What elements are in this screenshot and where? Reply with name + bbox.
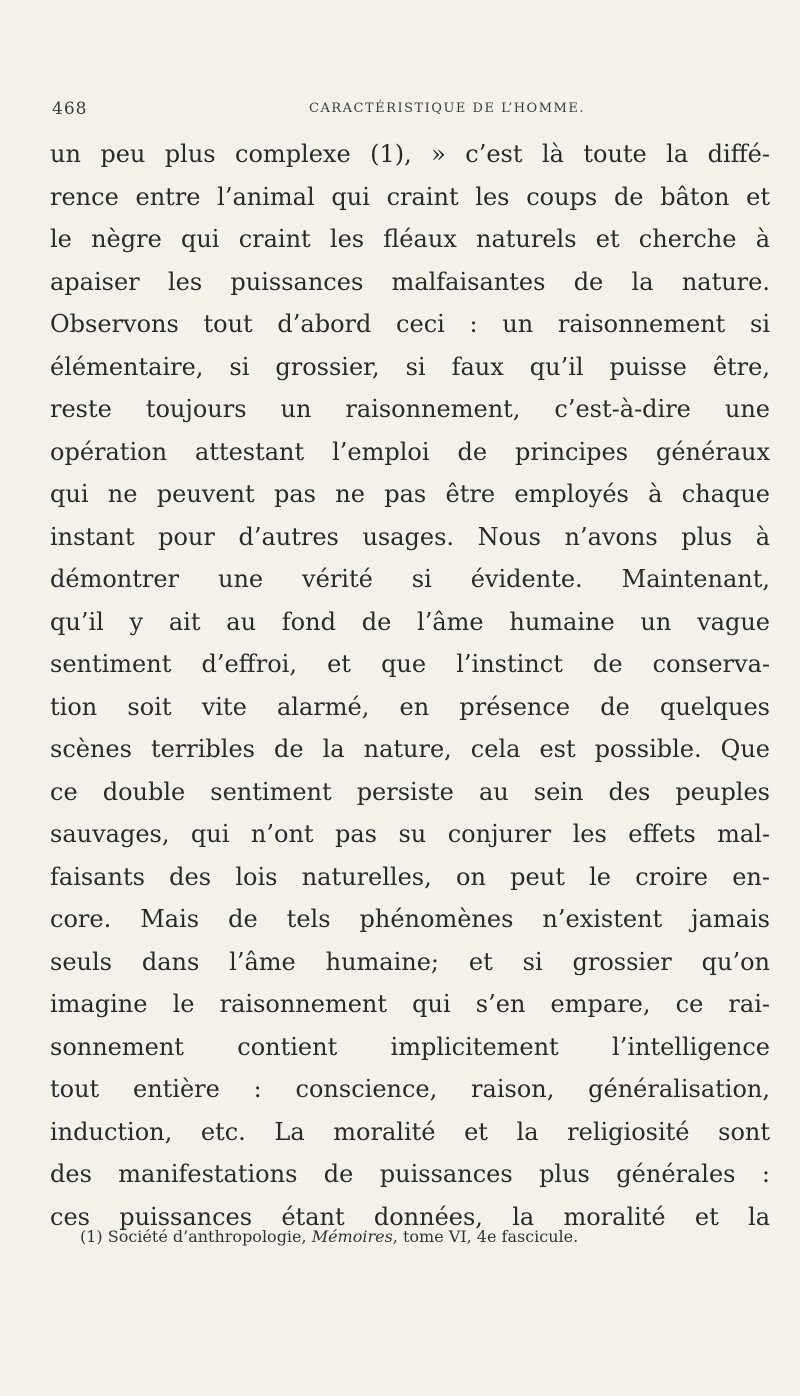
text-line: un peu plus complexe (1), » c’est là toute la diffé- [50, 140, 770, 168]
text-line: démontrer une vérité si évidente. Maintenant, [50, 565, 770, 593]
text-line: apaiser les puissances malfaisantes de la nature. [50, 267, 770, 296]
text-line: rence entre l’animal qui craint les coups de bâton et [50, 182, 770, 211]
text-line: induction, etc. La moralité et la religiosité sont [50, 1117, 770, 1146]
text-line: le nègre qui craint les fléaux naturels et cherche à [50, 225, 770, 253]
text-line: qu’il y ait au fond de l’âme humaine un vague [50, 607, 770, 636]
text-line: sentiment d’effroi, et que l’instinct de conserva- [50, 650, 770, 678]
text-line: faisants des lois naturelles, on peut le croire en- [50, 862, 770, 891]
text-line: des manifestations de puissances plus générales : [50, 1160, 770, 1188]
text-line: scènes terribles de la nature, cela est possible. Que [50, 735, 770, 763]
text-line: ces puissances étant données, la moralité et la [50, 1202, 770, 1231]
text-line: tout entière : conscience, raison, généralisation, [50, 1075, 770, 1103]
text-line: instant pour d’autres usages. Nous n’avons plus à [50, 522, 770, 551]
footnote-italic: Mémoires [311, 1227, 393, 1246]
footnote [80, 1227, 770, 1246]
body-text [50, 133, 770, 1238]
text-line: élémentaire, si grossier, si faux qu’il puisse être, [50, 352, 770, 381]
running-title: CARACTÉRISTIQUE DE L’HOMME. [309, 101, 585, 116]
text-line: sonnement contient implicitement l’intelligence [50, 1032, 770, 1061]
text-line: imagine le raisonnement qui s’en empare, ce rai- [50, 990, 770, 1018]
page-number: 468 [52, 99, 88, 119]
text-line: tion soit vite alarmé, en présence de quelques [50, 692, 770, 721]
text-line: qui ne peuvent pas ne pas être employés à chaque [50, 480, 770, 508]
running-head [52, 99, 772, 127]
text-line: ce double sentiment persiste au sein des peuples [50, 777, 770, 806]
text-line: seuls dans l’âme humaine; et si grossier qu’on [50, 947, 770, 976]
text-line: core. Mais de tels phénomènes n’existent jamais [50, 905, 770, 933]
text-line: reste toujours un raisonnement, c’est-à-dire une [50, 395, 770, 423]
text-line: Observons tout d’abord ceci : un raisonnement si [50, 310, 770, 338]
footnote-prefix: (1) Société d’anthropologie, [80, 1227, 312, 1246]
text-line: sauvages, qui n’ont pas su conjurer les effets mal- [50, 820, 770, 848]
footnote-suffix: , tome VI, 4e fascicule. [392, 1227, 579, 1246]
text-line: opération attestant l’emploi de principes généraux [50, 437, 770, 466]
